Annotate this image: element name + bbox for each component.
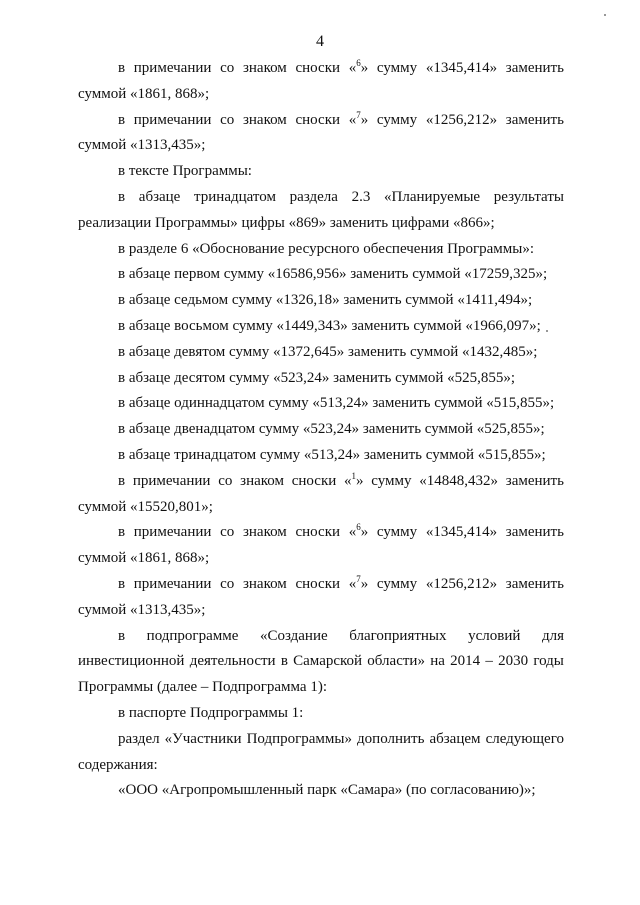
word: со xyxy=(218,472,233,489)
word: – xyxy=(485,653,493,670)
paragraph-text: в абзаце девятом сумму «1372,645» заменить суммой «1432,485»; xyxy=(118,343,538,360)
word: примечании xyxy=(133,575,212,592)
word: на xyxy=(430,653,445,670)
word: 2014 xyxy=(450,653,481,670)
word: для xyxy=(541,627,564,644)
paragraph-text: в абзаце двенадцатом сумму «523,24» заменить суммой «525,855»; xyxy=(118,421,545,438)
word: сноски xyxy=(295,575,341,592)
word: годы xyxy=(533,653,564,670)
word: сноски xyxy=(295,524,341,541)
word: сноски xyxy=(295,60,341,76)
word: деятельности xyxy=(189,653,276,670)
word: заменить xyxy=(505,111,564,128)
word: сумму xyxy=(376,60,418,76)
paragraph xyxy=(78,340,564,366)
paragraph-text: суммой «1313,435»; xyxy=(78,601,206,618)
footnote-number: 6 xyxy=(356,522,361,533)
paragraph-text: в разделе 6 «Обоснование ресурсного обеспечения Программы»: xyxy=(118,240,535,257)
word: в xyxy=(118,111,126,128)
word: со xyxy=(220,575,235,592)
paragraph-text: в абзаце тринадцатом сумму «513,24» заменить суммой «515,855»; xyxy=(118,446,546,463)
word: Подпрограммы» xyxy=(246,730,352,747)
footnote-ref: «$^6$» xyxy=(348,58,369,76)
paragraph-line xyxy=(78,572,564,598)
footnote-number: 6 xyxy=(356,58,361,68)
footnote-number: 1 xyxy=(351,470,357,481)
paragraph-text: суммой «15520,801»; xyxy=(78,498,213,515)
word: примечании xyxy=(132,472,211,489)
word: сумму xyxy=(376,575,418,592)
paragraph-text: суммой «1861, 868»; xyxy=(78,550,210,567)
paragraph xyxy=(78,262,564,288)
paragraph-text: в тексте Программы: xyxy=(118,163,252,180)
word: заменить xyxy=(505,575,564,592)
paragraph-line xyxy=(78,56,564,82)
word: заменить xyxy=(505,472,564,489)
word: сумму xyxy=(376,111,418,128)
paragraph xyxy=(78,417,564,443)
paragraph xyxy=(78,237,564,263)
word: «Планируемые xyxy=(384,188,481,205)
paragraph-line xyxy=(78,185,564,211)
paragraph xyxy=(78,366,564,392)
paragraph-line xyxy=(78,649,564,675)
paragraph xyxy=(78,56,564,108)
paragraph-line xyxy=(78,520,564,546)
word: знаком xyxy=(242,111,287,128)
paragraph-text: содержания: xyxy=(78,756,158,773)
word: 2.3 xyxy=(351,188,371,205)
word: «1256,212» xyxy=(425,575,498,592)
word: в xyxy=(118,60,126,76)
word: знаком xyxy=(242,575,287,592)
paragraph xyxy=(78,391,564,417)
word: «14848,432» xyxy=(419,472,499,489)
word: абзаце xyxy=(138,188,181,205)
paragraph-line xyxy=(78,469,564,495)
word: примечании xyxy=(133,524,212,541)
word: в xyxy=(118,627,126,644)
word: дополнить xyxy=(357,730,425,747)
word: «1345,414» xyxy=(425,60,498,76)
word: области» xyxy=(367,653,425,670)
word: инвестиционной xyxy=(78,653,185,670)
paragraph-line xyxy=(78,108,564,134)
word: «Участники xyxy=(164,730,242,747)
footnote-number: 7 xyxy=(356,573,361,584)
paragraph-text: Программы (далее – Подпрограмма 1): xyxy=(78,679,327,696)
word: в xyxy=(118,524,126,541)
word: в xyxy=(280,653,288,670)
paragraph xyxy=(78,727,564,779)
word: следующего xyxy=(485,730,564,747)
word: условий xyxy=(468,627,521,644)
word: знаком xyxy=(240,472,284,489)
page-number: 4 xyxy=(316,33,324,50)
paragraph xyxy=(78,520,564,572)
footnote-ref: «$^7$» xyxy=(348,109,369,128)
word: «1345,414» xyxy=(425,524,498,541)
paragraph-text: суммой «1313,435»; xyxy=(78,137,206,154)
word: подпрограмме xyxy=(146,627,239,644)
footnote-ref: «$^6$» xyxy=(348,522,369,541)
word: со xyxy=(220,524,235,541)
word: сумму xyxy=(376,524,418,541)
word: результаты xyxy=(493,188,564,205)
word: раздела xyxy=(289,188,338,205)
paragraph-text: в абзаце десятом сумму «523,24» заменить суммой «525,855»; xyxy=(118,369,516,386)
paragraph xyxy=(78,314,564,340)
word: сноски xyxy=(295,111,341,128)
word: тринадцатом xyxy=(194,188,276,205)
footnote-number: 7 xyxy=(356,109,361,120)
word: примечании xyxy=(133,60,212,76)
word: заменить xyxy=(505,524,564,541)
paragraph xyxy=(78,443,564,469)
paragraph xyxy=(78,624,564,701)
word: 2030 xyxy=(498,653,529,670)
paragraph-line xyxy=(78,727,564,753)
paragraph xyxy=(78,288,564,314)
paragraph xyxy=(78,108,564,160)
paragraph-text: в абзаце восьмом сумму «1449,343» заменить суммой «1966,097»; xyxy=(118,317,541,334)
word: знаком xyxy=(242,524,287,541)
word: сноски xyxy=(291,472,337,489)
word: со xyxy=(220,111,235,128)
scan-speck xyxy=(546,330,548,332)
document-body xyxy=(78,56,564,804)
word: абзацем xyxy=(429,730,481,747)
footnote-ref: «$^1$» xyxy=(344,470,364,489)
paragraph-text: «ООО «Агропромышленный парк «Самара» (по согласованию)»; xyxy=(118,782,536,799)
word: в xyxy=(118,188,126,205)
word: «Создание xyxy=(259,627,328,644)
word: Самарской xyxy=(293,653,363,670)
word: благоприятных xyxy=(349,627,447,644)
word: примечании xyxy=(133,111,212,128)
paragraph-text: в абзаце одиннадцатом сумму «513,24» заменить суммой «515,855»; xyxy=(118,395,555,412)
word: заменить xyxy=(505,60,564,76)
word: раздел xyxy=(118,730,160,747)
word: сумму xyxy=(371,472,412,489)
paragraph xyxy=(78,185,564,237)
footnote-ref: «$^7$» xyxy=(348,573,369,592)
paragraph-line xyxy=(78,624,564,650)
paragraph xyxy=(78,701,564,727)
word: в xyxy=(118,575,126,592)
paragraph xyxy=(78,469,564,521)
paragraph-text: в паспорте Подпрограммы 1: xyxy=(118,704,304,721)
paragraph xyxy=(78,572,564,624)
word: «1256,212» xyxy=(425,111,498,128)
paragraph-text: суммой «1861, 868»; xyxy=(78,85,210,102)
paragraph-text: реализации Программы» цифры «869» заменить цифрами «866»; xyxy=(78,214,495,231)
word: со xyxy=(220,60,235,76)
paragraph-text: в абзаце седьмом сумму «1326,18» заменить суммой «1411,494»; xyxy=(118,292,533,309)
word: знаком xyxy=(242,60,287,76)
paragraph-text: в абзаце первом сумму «16586,956» заменить суммой «17259,325»; xyxy=(118,266,548,283)
paragraph xyxy=(78,778,564,804)
scan-speck xyxy=(604,14,606,16)
paragraph xyxy=(78,159,564,185)
word: в xyxy=(118,472,126,489)
